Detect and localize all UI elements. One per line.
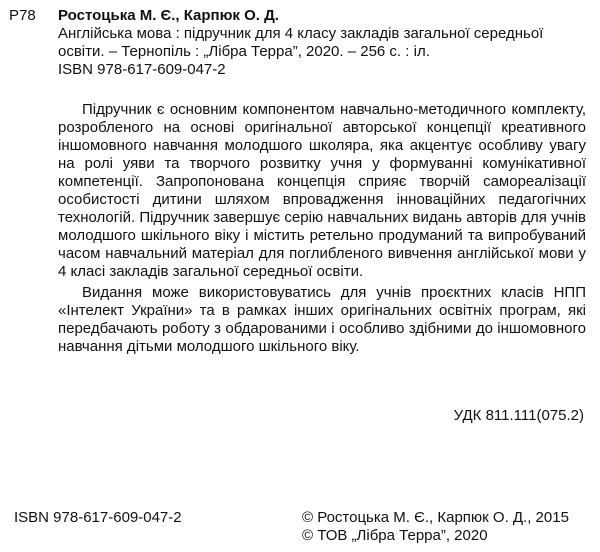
copyright-block (302, 509, 569, 545)
title-line-1: Англійська мова : підручник для 4 класу закладів загальної середньої (58, 25, 544, 42)
isbn-footer: ISBN 978-617-609-047-2 (14, 509, 182, 526)
bibliographic-record (58, 7, 583, 79)
annotation (58, 101, 586, 356)
catalog-code: Р78 (9, 7, 36, 24)
udk-code: УДК 811.111(075.2) (453, 407, 584, 424)
copyright-authors: © Ростоцька М. Є., Карпюк О. Д., 2015 (302, 509, 569, 526)
annotation-paragraph-2: Видання може використовуватись для учнів проєктних класів НПП «Інтелект України» та в рамках інших оригінальних освітніх програм, які передбачають роботу з обдарованими і особливо здібними до іншомовного навчання дітьми молодшого шкільного віку. (58, 284, 586, 355)
annotation-paragraph-1: Підручник є основним компонентом навчально-методичного комплекту, розробленого на основі оригінальної авторської концепції креативного іншомовного навчання молодшого школяра, яка акцентує особливу увагу на ролі уяви та творчого розвитку учня у формуванні комунікативної компетенції. Запропонована концепція сприяє творчій самореалізації особистості дитини шляхом впровадження інноваційних педагогічних технологій. Підручник завершує серію навчальних видань авторів для учнів молодшого шкільного віку і містить ретельно продуманий та випробуваний часом навчальний матеріал для поглибленого вивчення англійської мови у 4 класі закладів загальної середньої освіти. (58, 101, 586, 280)
copyright-publisher: © ТОВ „Лібра Терра”, 2020 (302, 527, 488, 544)
authors: Ростоцька М. Є., Карпюк О. Д. (58, 7, 279, 24)
isbn-line: ISBN 978-617-609-047-2 (58, 61, 226, 78)
title-line-2: освіти. – Тернопіль : „Лібра Терра”, 2020. – 256 с. : іл. (58, 43, 430, 60)
